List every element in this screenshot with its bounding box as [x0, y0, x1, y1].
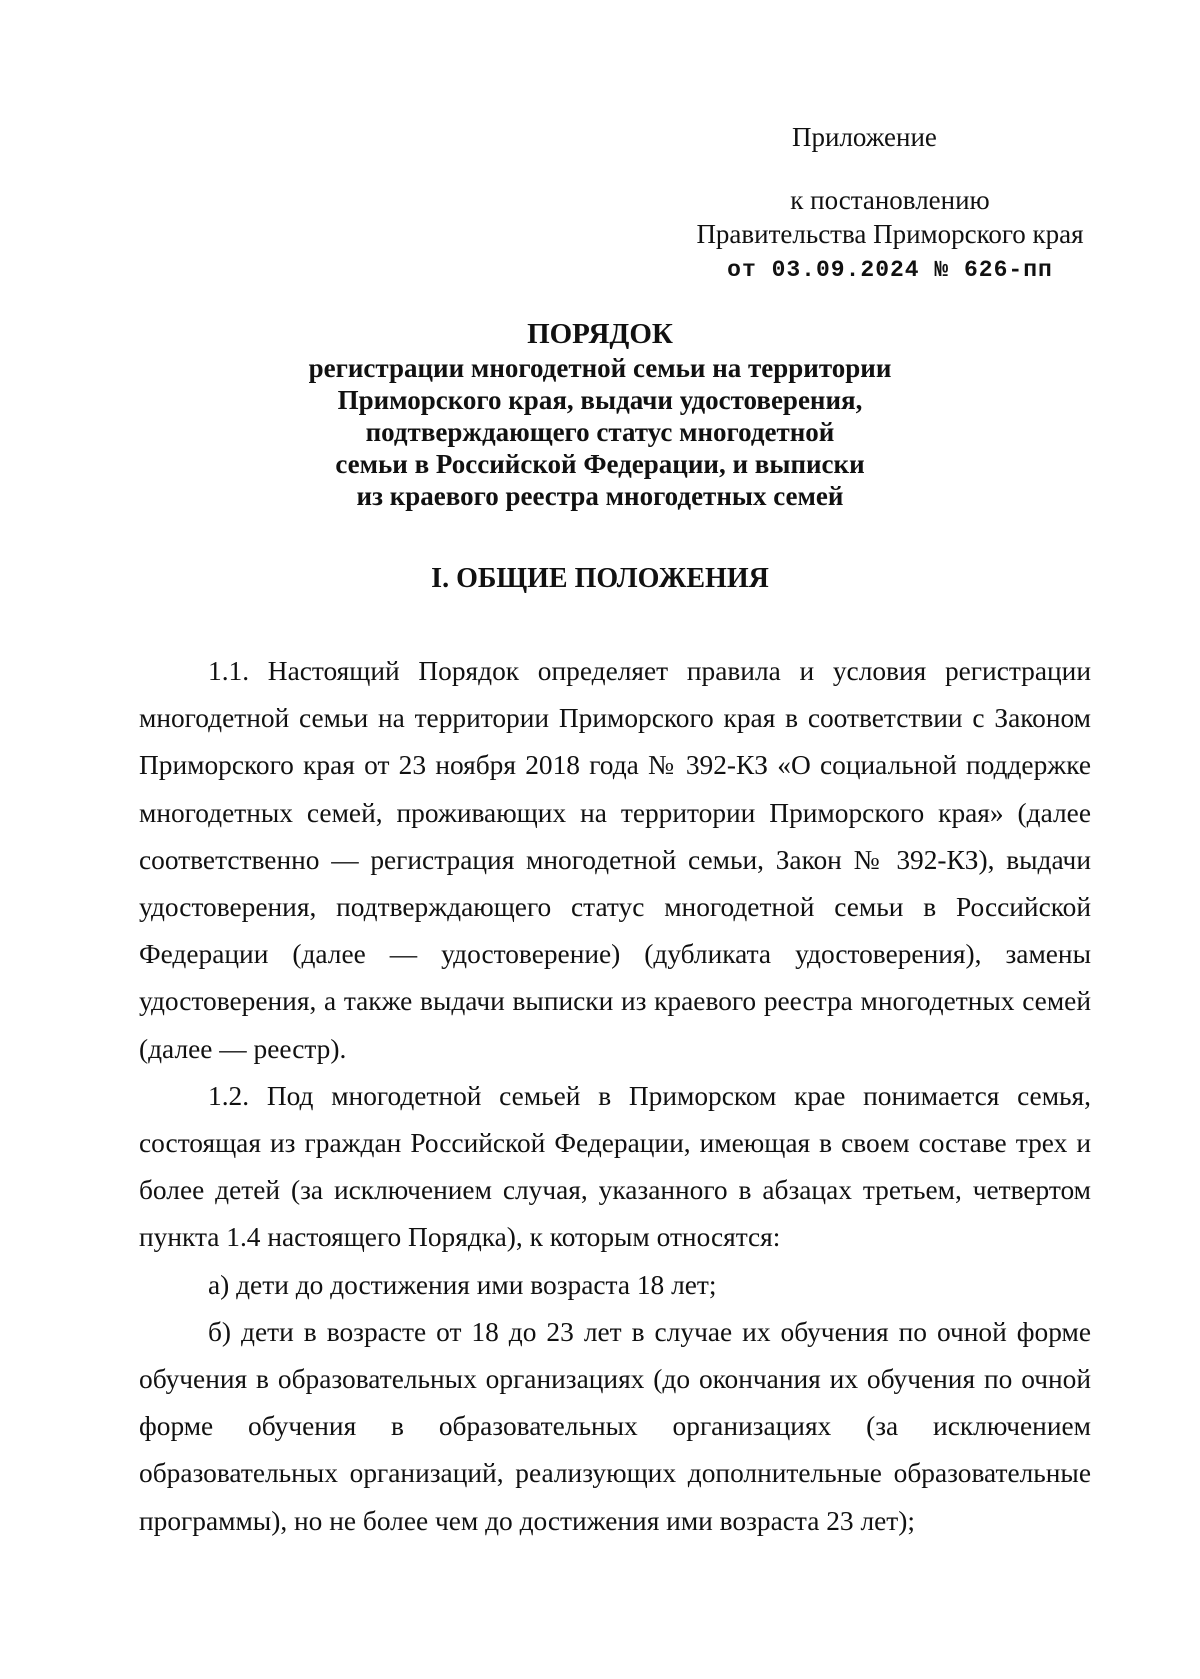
document-title-line: Приморского края, выдачи удостоверения,	[337, 385, 863, 415]
list-item-a: а) дети до достижения ими возраста 18 лет;	[208, 1269, 717, 1300]
resolution-line-2: Правительства Приморского края	[696, 219, 1084, 249]
document-title-line: подтверждающего статус многодетной	[365, 417, 835, 447]
document-title-line: семьи в Российской Федерации, и выписки	[335, 449, 865, 479]
resolution-reference	[690, 183, 1090, 287]
document-title-line: из краевого реестра многодетных семей	[356, 481, 844, 511]
list-item-b: б) дети в возрасте от 18 до 23 лет в случае их обучения по очной форме обучения в образовательных организациях (до окончания их обучения по очной форме обучения в образовательных организациях (за исключением образовательных организаций, реализующих дополнительные образовательные программы), но не более чем до достижения ими возраста 23 лет);	[139, 1316, 1091, 1536]
document-title-main: ПОРЯДОК	[527, 318, 673, 350]
document-body	[139, 648, 1091, 1545]
paragraph-1-2: 1.2. Под многодетной семьей в Приморском крае понимается семья, состоящая из граждан Российской Федерации, имеющая в своем составе трех и более детей (за исключением случая, указанного в абзацах третьем, четвертом пункта 1.4 настоящего Порядка), к которым относятся:	[139, 1080, 1091, 1253]
paragraph-1-1: 1.1. Настоящий Порядок определяет правила и условия регистрации многодетной семьи на территории Приморского края в соответствии с Законом Приморского края от 23 ноября 2018 года № 392-КЗ «О социальной поддержке многодетных семей, проживающих на территории Приморского края» (далее соответственно — регистрация многодетной семьи, Закон № 392-КЗ), выдачи удостоверения, подтверждающего статус многодетной семьи в Российской Федерации (далее — удостоверение) (дубликата удостоверения), замены удостоверения, а также выдачи выписки из краевого реестра многодетных семей (далее — реестр).	[139, 656, 1091, 1064]
resolution-date: от 03.09.2024 № 626-пп	[727, 257, 1053, 283]
appendix-label: Приложение	[792, 122, 937, 152]
section-heading: I. ОБЩИЕ ПОЛОЖЕНИЯ	[431, 563, 769, 594]
document-title-line: регистрации многодетной семьи на территории	[308, 353, 892, 383]
resolution-line-1: к постановлению	[790, 185, 990, 215]
document-title	[140, 318, 1060, 512]
